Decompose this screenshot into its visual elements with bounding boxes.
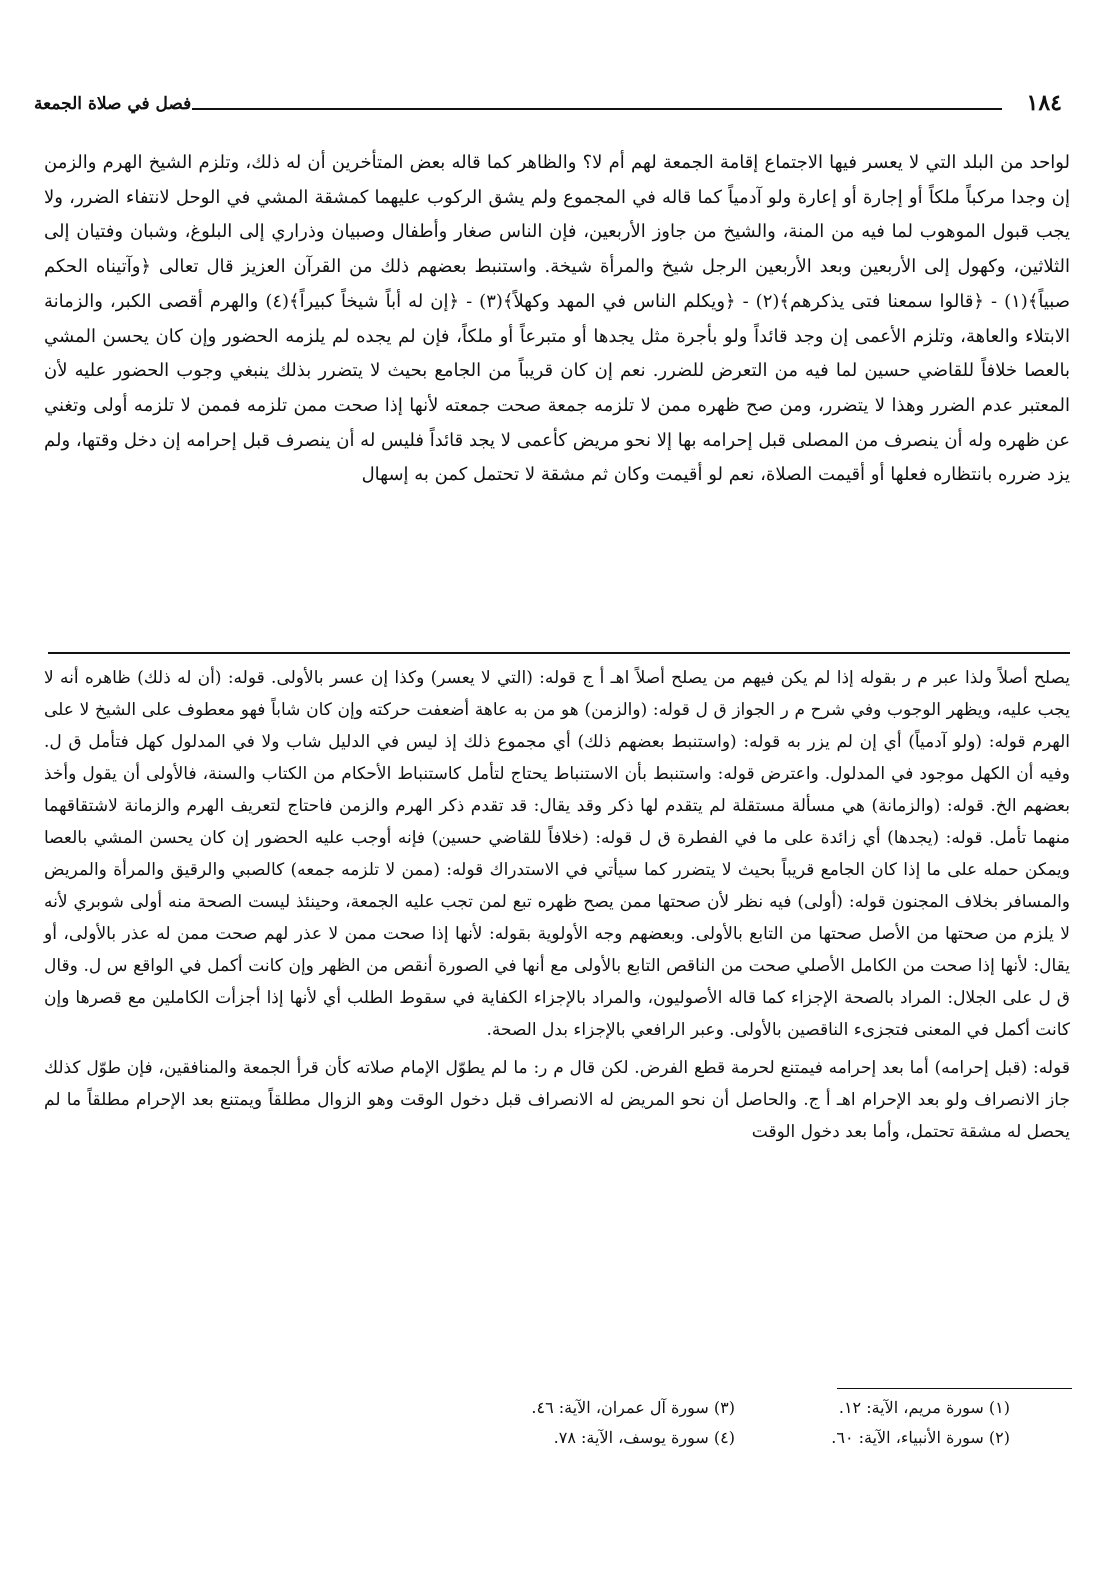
footnote-2: (٢) سورة الأنبياء، الآية: ٦٠. [831,1428,1010,1447]
commentary-paragraph-2: قوله: (قبل إحرامه) أما بعد إحرامه فيمتنع لحرمة قطع الفرض. لكن قال م ر: ما لم يطوّل الإمام صلاته كأن قرأ الجمعة والمنافقين، فإن طوّل كذلك جاز الانصراف ولو بعد الإحرام اهـ أ ج. والحاصل أن نحو المريض له الانصراف قبل دخول الوقت وهو الزوال مطلقاً ويمتنع بعد الإحرام مطلقاً ما لم يحصل له مشقة تحتمل، وأما بعد دخول الوقت [44,1058,1070,1142]
header-rule [192,108,1002,110]
footnote-1: (١) سورة مريم، الآية: ١٢. [838,1398,1010,1417]
commentary-paragraph-1: يصلح أصلاً ولذا عبر م ر بقوله إذا لم يكن فيهم من يصلح أصلاً اهـ أ ج قوله: (التي لا يعسر) وكذا إن عسر بالأولى. قوله: (أن له ذلك) ظاهره أنه لا يجب عليه، ويظهر الوجوب وفي شرح م ر الجواز ق ل قوله: (والزمن) هو من به عاهة أضعفت حركته وإن كان شاباً فهو معطوف على الشيخ لا على الهرم قوله: (ولو آدمياً) أي إن لم يزر به قوله: (واستنبط بعضهم ذلك) أي مجموع ذلك إذ ليس في الدليل شاب ولا في المدلول كهل فتأمل ق ل. وفيه أن الكهل موجود في المدلول. واعترض قوله: واستنبط بأن الاستنباط يحتاج لتأمل كاستنباط الأحكام من الكتاب والسنة، فالأولى أن يقول وأخذ بعضهم الخ. قوله: (والزمانة) هي مسألة مستقلة لم يتقدم لها ذكر وقد يقال: قد تقدم ذكر الهرم والزمن فاحتاج لتعريف الهرم والزمانة لاشتقاقهما منهما تأمل. قوله: (يجدها) أي زائدة على ما في الفطرة ق ل قوله: (خلافاً للقاضي حسين) فإنه أوجب عليه الحضور إن كان يحسن المشي بالعصا ويمكن حمله على ما إذا كان الجامع قريباً بحيث لا يتضرر كما سيأتي في الاستدراك قوله: (ممن لا تلزمه جمعه) كالصبي والرقيق والمرأة والمريض والمسافر بخلاف المجنون قوله: (أولى) فيه نظر لأن صحتها ممن يصح ظهره تبع لمن تجب عليه الجمعة، وحينئذ ليست الصحة منه أولى شوبري لأنه لا يلزم من صحتها من الأصل صحتها من التابع بالأولى. وبعضهم وجه الأولوية بقوله: لأنها إذا صحت ممن لا عذر لهم صحت ممن له عذر بالأولى، أو يقال: لأنها إذا صحت من الكامل الأصلي صحت من الناقص التابع بالأولى مع أنها في الصورة أنقص من الظهر وإن كانت أكمل في الواقع س ل. وقال ق ل على الجلال: المراد بالصحة الإجزاء كما قاله الأصوليون، والمراد بالإجزاء الكفاية في سقوط الطلب أي لأنها إذا أجزأت الكاملين مع قصرها وإن كانت أكمل في المعنى فتجزىء الناقصين بالأولى. وعبر الرافعي بالإجزاء بدل الصحة. [44,668,1070,1040]
footnote-separator-rule [837,1388,1072,1389]
main-separator-rule [48,652,1070,654]
page-number: ١٨٤ [1026,90,1062,116]
main-paragraph: لواحد من البلد التي لا يعسر فيها الاجتماع إقامة الجمعة لهم أم لا؟ والظاهر كما قاله بعض المتأخرين أن له ذلك، وتلزم الشيخ الهرم والزمن إن وجدا مركباً ملكاً أو إجارة أو إعارة ولو آدمياً كما قاله في المجموع ولم يشق الركوب عليهما كمشقة المشي في الوحل لانتفاء الضرر، ولا يجب قبول الموهوب لما فيه من المنة، والشيخ من جاوز الأربعين، فإن الناس صغار وأطفال وصبيان وذراري إلى البلوغ، وشبان وفتيان إلى الثلاثين، وكهول إلى الأربعين وبعد الأربعين الرجل شيخ والمرأة شيخة. واستنبط بعضهم ذلك من القرآن العزيز قال تعالى ﴿وآتيناه الحكم صبياً﴾(١) - ﴿قالوا سمعنا فتى يذكرهم﴾(٢) - ﴿ويكلم الناس في المهد وكهلاً﴾(٣) - ﴿إن له أباً شيخاً كبيراً﴾(٤) والهرم أقصى الكبر، والزمانة الابتلاء والعاهة، وتلزم الأعمى إن وجد قائداً ولو بأجرة مثل يجدها أو متبرعاً أو ملكاً، فإن لم يجده لم يلزمه الحضور وإن كان يحسن المشي بالعصا خلافاً للقاضي حسين لما فيه من التعرض للضرر. نعم إن كان قريباً من الجامع بحيث لا يتضرر بذلك ينبغي وجوب الحضور عليه لأن المعتبر عدم الضرر وهذا لا يتضرر، ومن صح ظهره ممن لا تلزمه جمعة صحت جمعته لأنها إذا صحت ممن تلزمه فممن لا تلزمه أولى وتغني عن ظهره وله أن ينصرف من المصلى قبل إحرامه بها إلا نحو مريض كأعمى لا يجد قائداً فليس له أن ينصرف قبل إحرامه إن دخل وقتها، ولم يزد ضرره بانتظاره فعلها أو أقيمت الصلاة، نعم لو أقيمت وكان ثم مشقة لا تحتمل كمن به إسهال [44,152,1070,486]
main-text-block [44,146,1070,493]
commentary-block [44,662,1070,1148]
page-header [34,90,1062,130]
footnote-4: (٤) سورة يوسف، الآية: ٧٨. [553,1428,735,1447]
chapter-title: فصل في صلاة الجمعة [34,94,192,114]
footnote-3: (٣) سورة آل عمران، الآية: ٤٦. [531,1398,735,1417]
